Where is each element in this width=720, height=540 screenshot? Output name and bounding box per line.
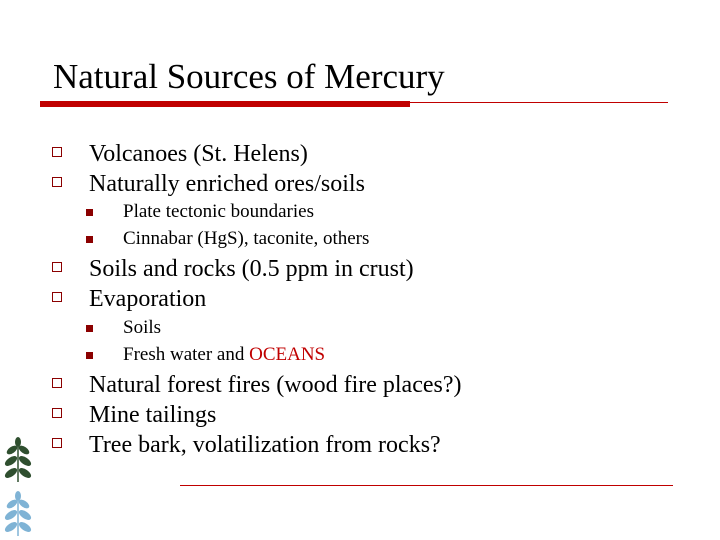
hollow-square-bullet-icon [52,438,62,448]
sub-bullet-text: Plate tectonic boundaries [123,201,314,222]
bullet-text: Evaporation [89,286,207,312]
filled-square-bullet-icon [86,352,93,359]
slide-title: Natural Sources of Mercury [53,57,445,96]
bullet-text: Naturally enriched ores/soils [89,171,365,197]
title-underline-thin [410,102,668,103]
title-underline-thick [40,101,410,107]
oceans-highlight: OCEANS [249,344,326,365]
filled-square-bullet-icon [86,236,93,243]
filled-square-bullet-icon [86,209,93,216]
filled-square-bullet-icon [86,325,93,332]
hollow-square-bullet-icon [52,408,62,418]
bullet-text: Volcanoes (St. Helens) [89,141,308,167]
hollow-square-bullet-icon [52,147,62,157]
hollow-square-bullet-icon [52,292,62,302]
bullet-text: Tree bark, volatilization from rocks? [89,432,441,458]
hollow-square-bullet-icon [52,177,62,187]
hollow-square-bullet-icon [52,378,62,388]
sub-bullet-text: Cinnabar (HgS), taconite, others [123,228,370,249]
bullet-text: Soils and rocks (0.5 ppm in crust) [89,256,414,282]
bottom-rule [180,485,673,486]
bullet-text: Natural forest fires (wood fire places?) [89,372,462,398]
bullet-text: Mine tailings [89,402,217,428]
sub-bullet-text [123,342,325,368]
sub-bullet-text-plain: Fresh water and [123,344,250,365]
hollow-square-bullet-icon [52,262,62,272]
leaf-sprig-icon [0,436,40,540]
sub-bullet-text: Soils [123,317,162,338]
